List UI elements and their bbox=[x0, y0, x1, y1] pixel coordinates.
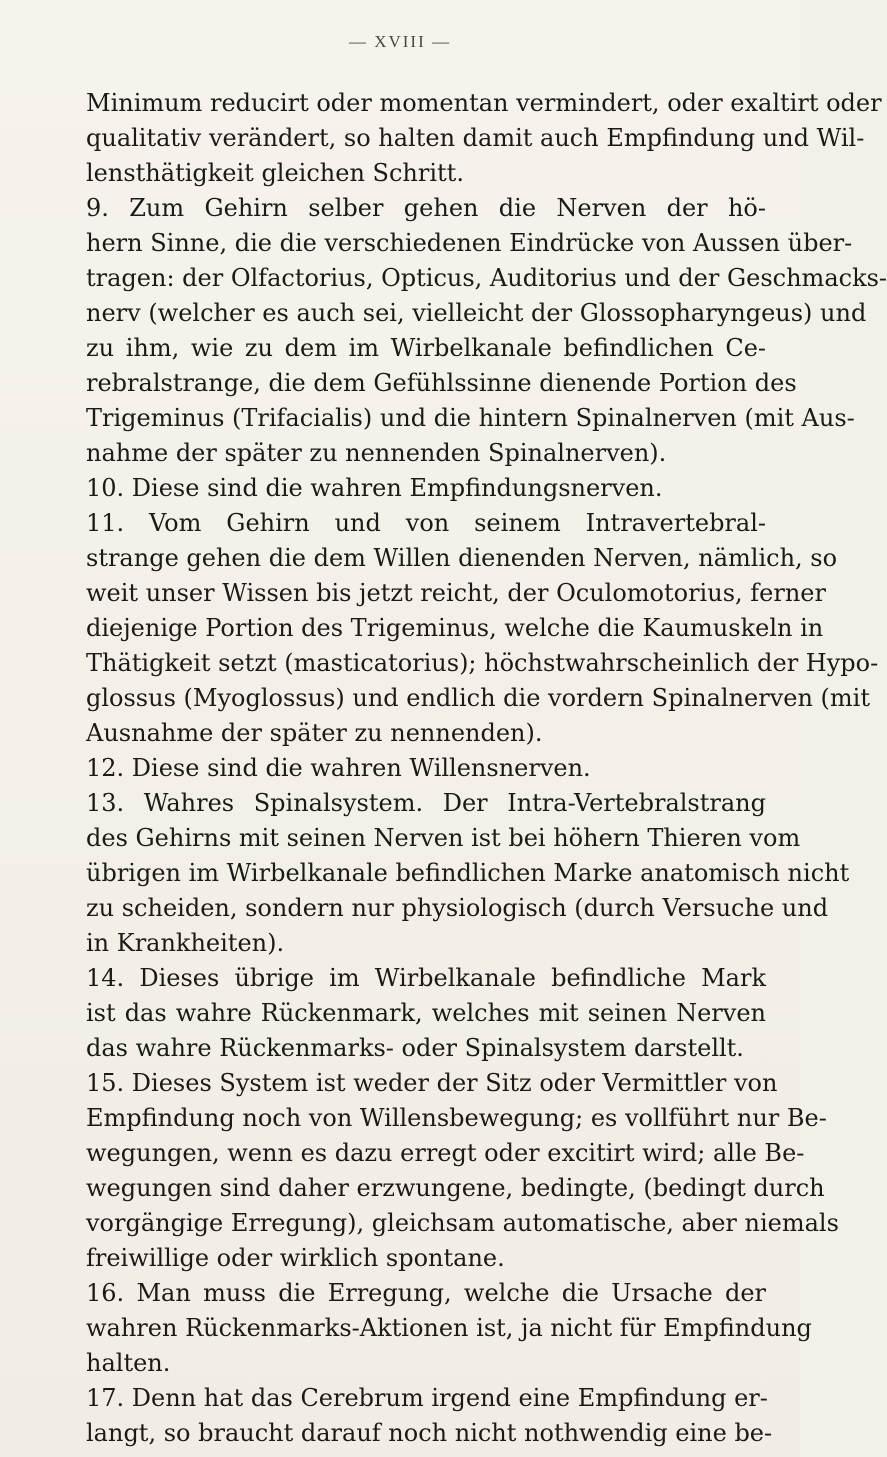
text-line: weit unser Wissen bis jetzt reicht, der Oculomotorius, ferner bbox=[86, 579, 826, 607]
text-line: 14. Dieses übrige im Wirbelkanale befindliche Mark bbox=[86, 964, 766, 992]
text-line: strange gehen die dem Willen dienenden Nerven, nämlich, so bbox=[86, 544, 838, 572]
text-line: in Krankheiten). bbox=[86, 929, 285, 957]
text-line: wegungen sind daher erzwungene, bedingte, (bedingt durch bbox=[86, 1174, 825, 1202]
text-line: 15. Dieses System ist weder der Sitz oder Vermittler von bbox=[86, 1069, 778, 1097]
text-line: 16. Man muss die Erregung, welche die Ursache der bbox=[86, 1279, 766, 1307]
text-line: das wahre Rückenmarks- oder Spinalsystem darstellt. bbox=[86, 1034, 744, 1062]
text-line: ist das wahre Rückenmark, welches mit seinen Nerven bbox=[86, 999, 766, 1027]
text-line: diejenige Portion des Trigeminus, welche die Kaumuskeln in bbox=[86, 614, 824, 642]
text-line: 11. Vom Gehirn und von seinem Intravertebral- bbox=[86, 509, 766, 537]
text-line: Thätigkeit setzt (masticatorius); höchstwahrscheinlich der Hypo- bbox=[86, 649, 879, 677]
text-line: nahme der später zu nennenden Spinalnerven). bbox=[86, 439, 667, 467]
text-line: glossus (Myoglossus) und endlich die vordern Spinalnerven (mit bbox=[86, 684, 870, 712]
text-line: 13. Wahres Spinalsystem. Der Intra-Vertebralstrang bbox=[86, 789, 766, 817]
text-line: 12. Diese sind die wahren Willensnerven. bbox=[86, 754, 591, 782]
text-line: wegungen, wenn es dazu erregt oder excitirt wird; alle Be- bbox=[86, 1139, 805, 1167]
text-line: nerv (welcher es auch sei, vielleicht der Glossopharyngeus) und bbox=[86, 299, 867, 327]
text-line: übrigen im Wirbelkanale befindlichen Marke anatomisch nicht bbox=[86, 859, 850, 887]
text-line: 17. Denn hat das Cerebrum irgend eine Empfindung er- bbox=[86, 1384, 768, 1412]
text-line: vorgängige Erregung), gleichsam automatische, aber niemals bbox=[86, 1209, 839, 1237]
text-line: lensthätigkeit gleichen Schritt. bbox=[86, 159, 464, 187]
text-line: zu scheiden, sondern nur physiologisch (durch Versuche und bbox=[86, 894, 829, 922]
text-line: halten. bbox=[86, 1349, 171, 1377]
text-line: qualitativ verändert, so halten damit auch Empfindung und Wil- bbox=[86, 124, 865, 152]
text-line: hern Sinne, die die verschiedenen Eindrücke von Aussen über- bbox=[86, 229, 853, 257]
text-line: freiwillige oder wirklich spontane. bbox=[86, 1244, 505, 1272]
text-line: Minimum reducirt oder momentan vermindert, oder exaltirt oder bbox=[86, 89, 882, 117]
body-text bbox=[86, 86, 887, 1451]
text-line: tragen: der Olfactorius, Opticus, Auditorius und der Geschmacks- bbox=[86, 264, 887, 292]
text-line: des Gehirns mit seinen Nerven ist bei höhern Thieren vom bbox=[86, 824, 801, 852]
text-line: zu ihm, wie zu dem im Wirbelkanale befindlichen Ce- bbox=[86, 334, 766, 362]
running-head: — XVIII — bbox=[348, 32, 452, 51]
text-line: rebralstrange, die dem Gefühlssinne dienende Portion des bbox=[86, 369, 797, 397]
text-line: Trigeminus (Trifacialis) und die hintern Spinalnerven (mit Aus- bbox=[86, 404, 855, 432]
text-line: langt, so braucht darauf noch nicht nothwendig eine be- bbox=[86, 1419, 773, 1447]
text-line: Empfindung noch von Willensbewegung; es vollführt nur Be- bbox=[86, 1104, 827, 1132]
text-line: 9. Zum Gehirn selber gehen die Nerven der hö- bbox=[86, 194, 766, 222]
text-line: 10. Diese sind die wahren Empfindungsnerven. bbox=[86, 474, 663, 502]
text-line: Ausnahme der später zu nennenden). bbox=[86, 719, 543, 747]
text-line: wahren Rückenmarks-Aktionen ist, ja nicht für Empfindung bbox=[86, 1314, 812, 1342]
